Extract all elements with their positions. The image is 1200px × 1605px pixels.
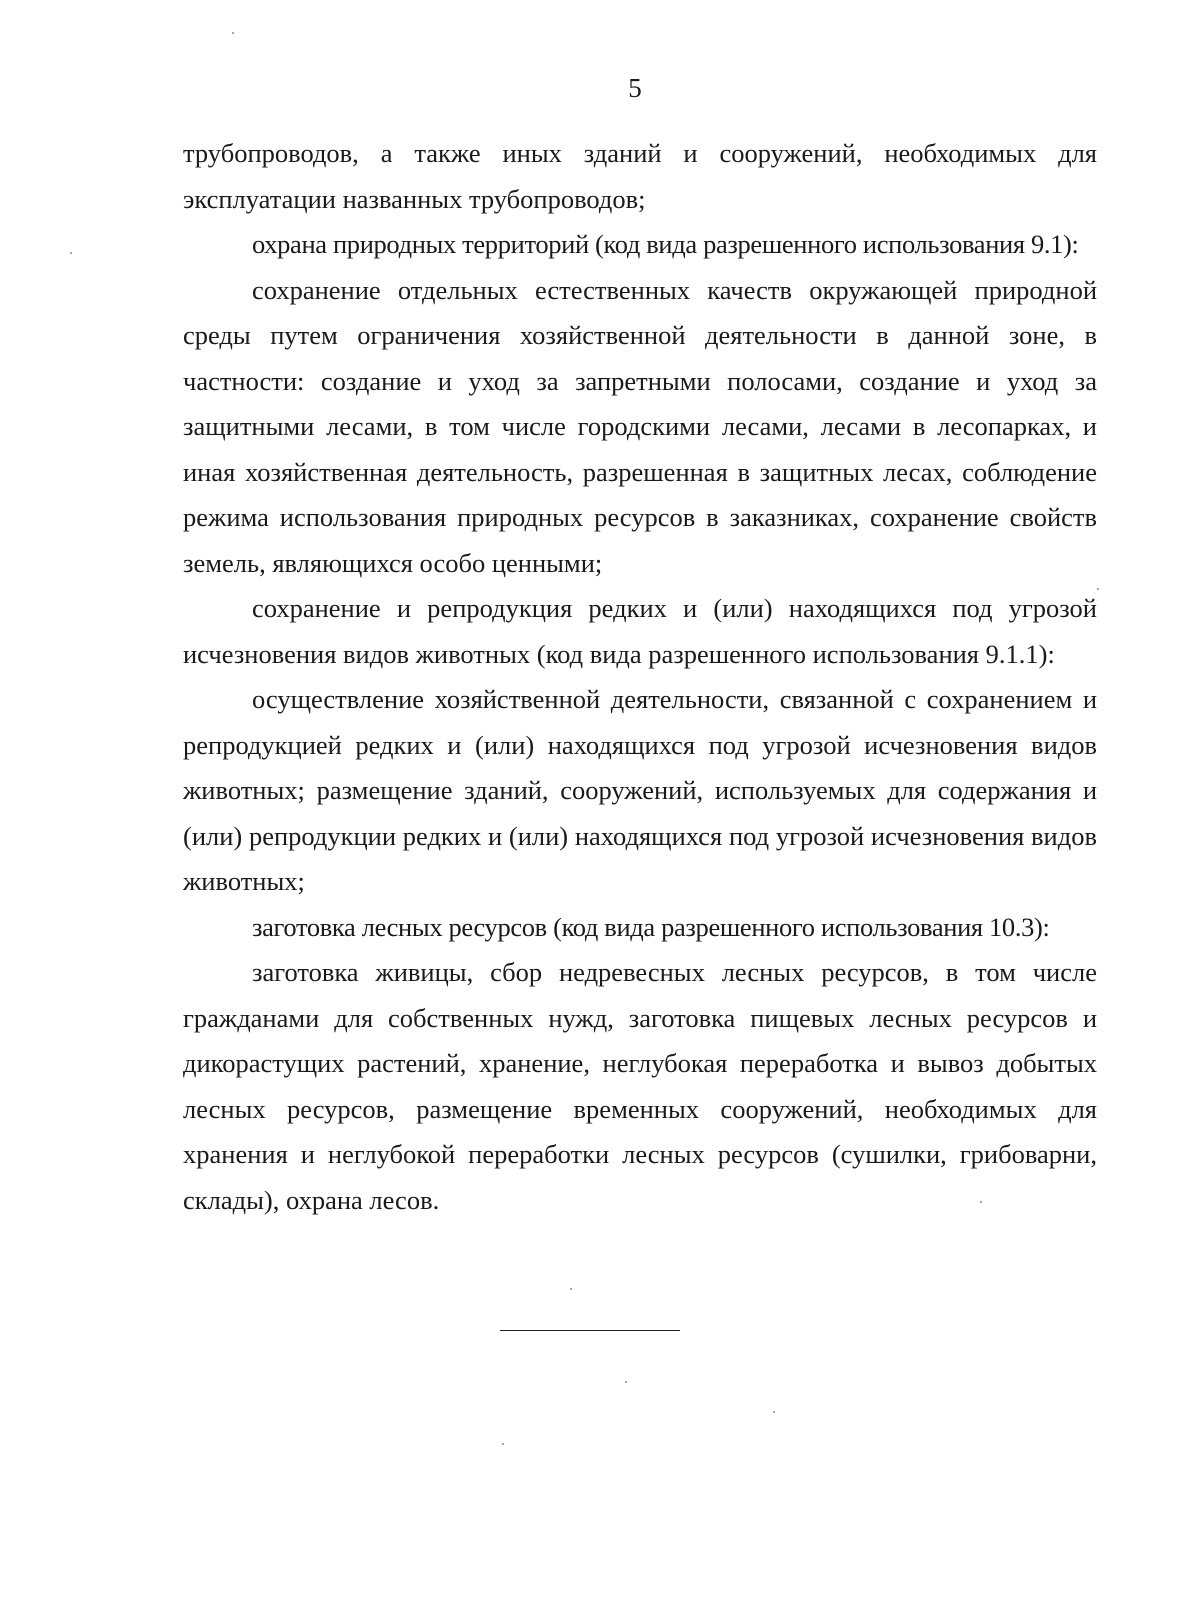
scan-speck	[773, 1411, 775, 1413]
document-body	[183, 131, 1097, 1223]
paragraph-pipelines-continuation: трубопроводов, а также иных зданий и сооружений, необходимых для эксплуатации названных трубопроводов;	[183, 138, 1097, 214]
scan-speck	[625, 1381, 627, 1383]
paragraph-animal-reproduction-heading: сохранение и репродукция редких и (или) находящихся под угрозой исчезновения видов животных (код вида разрешенного использования 9.1.1):	[183, 593, 1097, 669]
paragraph-forest-resources-description: заготовка живицы, сбор недревесных лесных ресурсов, в том числе гражданами для собственных нужд, заготовка пищевых лесных ресурсов и дикорастущих растений, хранение, неглубокая переработка и вывоз добытых лесных ресурсов, размещение временных сооружений, необходимых для хранения и неглубокой переработки лесных ресурсов (сушилки, грибоварни, склады), охрана лесов.	[183, 957, 1097, 1215]
scan-speck	[1097, 588, 1099, 590]
paragraph-nature-protection-heading: охрана природных территорий (код вида разрешенного использования 9.1):	[252, 229, 1079, 259]
scan-speck	[570, 1288, 572, 1290]
end-of-text-rule	[500, 1330, 680, 1331]
paragraph-animal-reproduction-description: осуществление хозяйственной деятельности, связанной с сохранением и репродукцией редких и (или) находящихся под угрозой исчезновения видов животных; размещение зданий, сооружений, используемых для содержания и (или) репродукции редких и (или) находящихся под угрозой исчезновения видов животных;	[183, 684, 1097, 896]
scan-speck	[502, 1443, 504, 1445]
page-number: 5	[628, 73, 642, 103]
scan-speck	[980, 1201, 982, 1203]
paragraph-forest-resources-heading: заготовка лесных ресурсов (код вида разрешенного использования 10.3):	[252, 911, 1050, 942]
paragraph-nature-protection-description: сохранение отдельных естественных качеств окружающей природной среды путем ограничения хозяйственной деятельности в данной зоне, в частности: создание и уход за запретными полосами, создание и уход за защитными лесами, в том числе городскими лесами, лесами в лесопарках, и иная хозяйственная деятельность, разрешенная в защитных лесах, соблюдение режима использования природных ресурсов в заказниках, сохранение свойств земель, являющихся особо ценными;	[183, 274, 1097, 578]
scan-speck	[70, 252, 72, 254]
scan-speck	[232, 32, 234, 34]
